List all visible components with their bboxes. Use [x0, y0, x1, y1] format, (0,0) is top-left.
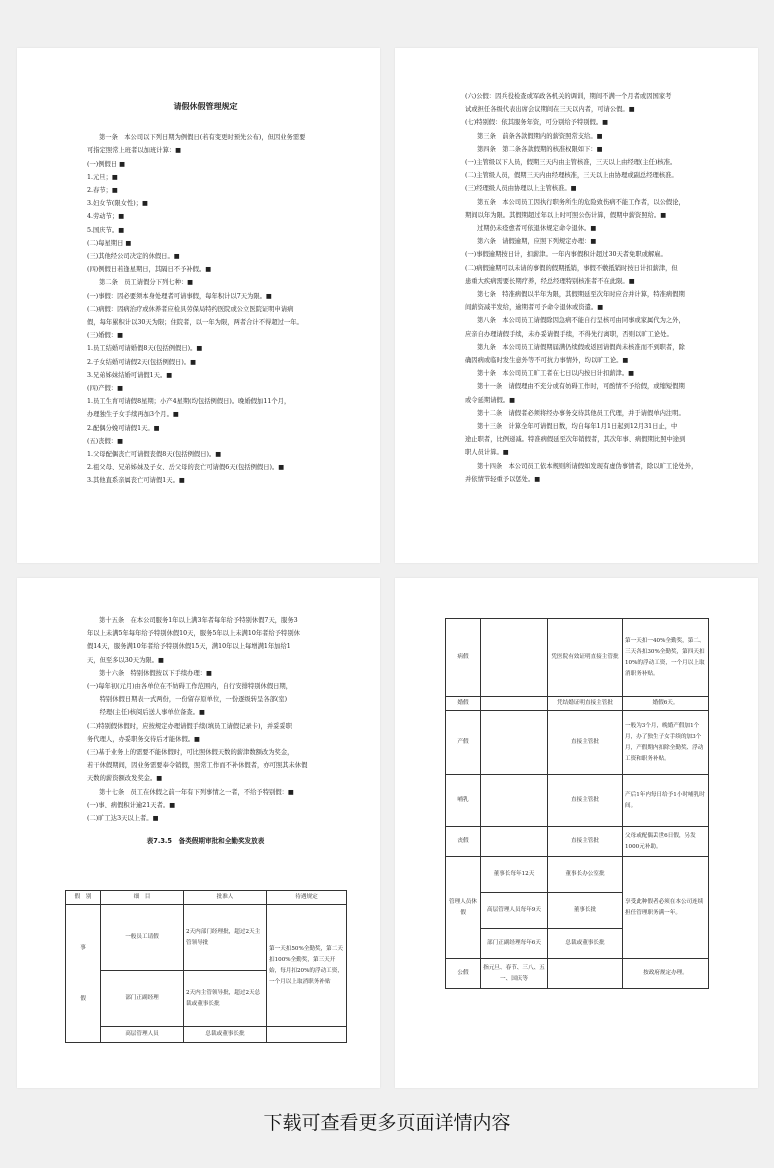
text-line: (七)特别假：依其服务年资，可分别给予特别假。■: [465, 119, 609, 127]
text-line: 1.元旦；■: [87, 173, 118, 181]
text-line: 年以上未满5年每年给予特别休假10天，服务5年以上未满10年者给予特别休: [87, 630, 300, 638]
text-line: (三)基于业务上的需要不能休假时，可比照休假天数的薪津数额改为奖金，: [87, 749, 294, 757]
text-line: 途止职者，比例递减。特准病假延至次年销假者，其次年事、病假期比照中途到: [465, 436, 686, 444]
text-line: 3.兄弟姊妹结婚可请假1天。■: [87, 371, 173, 379]
treatment-cell: 第一天扣50%全勤奖，第二天扣100%全勤奖，第三天开始，每月扣20%的浮动工资，一个月以上取消职务补贴: [267, 905, 347, 1027]
approver-cell: 直接主管批: [548, 827, 623, 857]
type-cell: [66, 905, 101, 1043]
text-line: (三)婚假：■: [87, 332, 124, 340]
table-row: [66, 905, 347, 971]
text-line: 第十六条 特别休假按以下手续办理：■: [99, 669, 212, 677]
text-line: 2.春节；■: [87, 187, 118, 195]
text-line: (一)每年初(元月)由各单位在不妨碍工作范围内，自行安排特别休假日期，: [87, 683, 293, 691]
header-detail: 细 目: [101, 891, 184, 905]
table-row: [446, 711, 709, 775]
text-line: 第十四条 本公司员工依本规则所请假如发现有虚伪事情者，除以旷工论处外，: [477, 462, 698, 470]
text-line: 患重大疾病需要长期疗养，经总经理特别核准者不在此限。■: [465, 277, 635, 285]
text-line: 第五条 本公司员工因执行职务所生的危险致伤病不能工作者，以公假论，: [477, 198, 685, 206]
approver-cell: [548, 959, 623, 989]
type-top: 事: [80, 944, 86, 951]
text-line: (六)公假：因兵役检查或军政各机关的调训，期间不满一个月者或因国家考: [465, 93, 672, 100]
detail-cell: [481, 775, 548, 827]
text-line: 1.父母配偶丧亡可请假丧假8天(包括例假日)。■: [87, 451, 222, 459]
detail-cell: [481, 827, 548, 857]
treatment-cell: 第一天扣一40%全勤奖，第二、三天各扣30%全勤奖，第四天扣10%的浮动工资，一个月以上取消职务补贴。: [623, 619, 709, 697]
text-line: 天数的薪资额改发奖金。■: [87, 775, 163, 783]
treatment-cell: 一般为3个月，晚婚产假加1个月，办了独生子女手续的加3个月，产假期内扣除全勤奖、浮动工资和职务补贴。: [623, 711, 709, 775]
text-line: (一)事假逾期按日计，扣薪津。一年内事假积计超过30天者免职或解雇。: [465, 251, 667, 259]
text-line: (一)事、病假积计逾21天者。■: [87, 801, 176, 809]
text-line: 3.妇女节(限女性)；■: [87, 200, 148, 208]
approver-cell: 直接主管批: [548, 775, 623, 827]
treatment-cell: 父母或配偶丢世6日假，另发1000元补助。: [623, 827, 709, 857]
text-line: 确因病或临时发生意外等不可抗力事情外，均以旷工论。■: [465, 357, 629, 365]
type-bottom: 假: [80, 995, 86, 1002]
detail-cell: 部门正副经理每年6天: [481, 929, 548, 959]
detail-cell: 高层管理人员: [101, 1027, 184, 1043]
text-line: 经理(主任)核阅后送人事单位备查。■: [87, 709, 205, 717]
header-approver: 批准人: [184, 891, 267, 905]
leave-approval-table-continued: [445, 618, 709, 989]
header-treatment: 待遇规定: [267, 891, 347, 905]
text-line: 天，但至多以30天为限。■: [87, 656, 164, 664]
text-line: (二)旷工达3天以上者。■: [87, 815, 159, 823]
approver-cell: 2天内主管领导批，超过2天总裁或董事长批: [184, 971, 267, 1027]
text-line: 职人员计算。■: [465, 449, 509, 457]
text-line: 第八条 本公司员工请假除因急病不能自行呈核可由同事或家属代为之外，: [477, 317, 685, 325]
detail-cell: 高层管理人员每年9天: [481, 893, 548, 929]
detail-cell: 指元旦、春节、三八、五一、国庆等: [481, 959, 548, 989]
type-cell: 哺乳: [446, 775, 481, 827]
text-line: 3.其他直系亲属丧亡可请假1天。■: [87, 477, 185, 485]
type-cell: 婚假: [446, 697, 481, 711]
table-row: [446, 827, 709, 857]
text-line: 第三条 前条各款假期内的薪资照常支给。■: [477, 132, 603, 140]
table-row: [66, 1027, 347, 1043]
approver-cell: 董事长批: [548, 893, 623, 929]
detail-cell: [481, 619, 548, 697]
text-line: 试或担任各级代表出席会议期间在三天以内者，可请公假。■: [465, 106, 635, 114]
download-prompt[interactable]: 下载可查看更多页面详情内容: [263, 1112, 511, 1134]
detail-cell: [481, 711, 548, 775]
text-line: 务代理人，办妥职务交待后才能休假。■: [87, 735, 200, 743]
page-2-lines: [465, 90, 702, 486]
text-line: 5.国庆节。■: [87, 226, 125, 234]
leave-approval-table: [65, 890, 347, 1043]
page-2-content: [465, 90, 702, 486]
treatment-cell: 产后1年内每日给予1小时哺乳时间。: [623, 775, 709, 827]
text-line: (三)其他经公司决定的休假日。■: [87, 253, 180, 261]
text-line: 并依情节轻重予以惩处。■: [465, 475, 541, 483]
type-cell: 病假: [446, 619, 481, 697]
type-cell: 丧假: [446, 827, 481, 857]
text-line: 办理独生子女手续再加3个月。■: [87, 411, 179, 419]
document-page-2: [395, 48, 758, 563]
text-line: 2.子女结婚可请假2天(包括例假日)。■: [87, 358, 197, 366]
text-line: 第四条 第二条各款假期的核准权限如下：■: [477, 145, 603, 153]
page-1-lines: [87, 131, 324, 487]
page-3-lines: [87, 614, 324, 825]
detail-cell: [481, 697, 548, 711]
text-line: 1.员工结婚可请婚假8天(包括例假日)。■: [87, 345, 203, 353]
text-line: 第一条 本公司以下列日期为例假日(若有变更时预先公布)，但因业务需要: [99, 134, 306, 142]
approver-cell: 凭结婚证明直接主管批: [548, 697, 623, 711]
text-line: 应亲自办理请假手续，未办妥请假手续，不得先行离职，否则以旷工论处。: [465, 330, 673, 338]
text-line: (二)特别假休假时，应按规定办理请假手续(填员工请假记录卡)，并妥妥职: [87, 722, 293, 730]
table-header-row: [66, 891, 347, 905]
table-row: [446, 697, 709, 711]
text-line: 第十五条 在本公司服务1年以上满3年者每年给予特别休假7天，服务3: [99, 617, 298, 624]
header-type: 假 别: [66, 891, 101, 905]
type-cell: 公假: [446, 959, 481, 989]
treatment-cell: 婚假6天。: [623, 697, 709, 711]
text-line: 可指定照常上班者以加班计算：■: [87, 147, 182, 155]
table-caption: 表7.3.5 备类假期审批和全勤奖发放表: [146, 837, 265, 846]
page-1-content: [87, 100, 324, 488]
text-line: 第七条 特准病假以半年为限，其假期延至次年时应合并计算，特准病假期: [477, 291, 685, 299]
text-line: (二)病假逾期可以未请的事假的假期抵销，事假不敷抵销时按日计扣薪津，但: [465, 264, 678, 272]
text-line: 假14天，服务满10年者给予特别休假15天，满10年以上每增满1年加给1: [87, 643, 291, 651]
text-line: (四)例假日若逢星期日，其隔日不予补假。■: [87, 266, 212, 274]
approver-cell: 直接主管批: [548, 711, 623, 775]
text-line: 1.员工生育可请假8星期；小产4星期(均包括例假日)。晚婚假加11个月，: [87, 398, 291, 406]
table-row: [446, 857, 709, 893]
approver-cell: 总裁或董事长批: [184, 1027, 267, 1043]
text-line: 若干休假期间，因业务需要奉令销假，照常工作而不补休假者，亦可照其未休假: [87, 762, 308, 770]
text-line: (二)病假：因病治疗或休养者应检具劳保局特约医院或公立医院证明申请病: [87, 305, 294, 313]
table-row: [446, 775, 709, 827]
text-line: 第十七条 员工在休假之前一年有下列事情之一者，不给予特别假：■: [99, 788, 294, 796]
text-line: 2.祖父母、兄弟姊妹及子女、岳父母的丧亡可请假6天(包括例假日)。■: [87, 464, 285, 472]
approver-cell: 董事长办公室批: [548, 857, 623, 893]
detail-cell: 董事长每年12天: [481, 857, 548, 893]
table-row: [446, 619, 709, 697]
approver-cell: 2天内部门经理批，超过2天主管领导批: [184, 905, 267, 971]
type-cell: 产假: [446, 711, 481, 775]
text-line: 2.配偶分娩可请假1天。■: [87, 424, 160, 432]
text-line: (一)例假日 ■: [87, 160, 126, 168]
treatment-cell: 按政府规定办理。: [623, 959, 709, 989]
text-line: 期间以年为限。其假期超过年以上时可照公伤计算，假期中薪资照给。■: [465, 211, 667, 219]
text-line: 4.劳动节；■: [87, 213, 125, 221]
text-line: 或令延期请假。■: [465, 396, 516, 404]
document-page-1: [17, 48, 380, 563]
text-line: 假，每年累积计以30天为限；住院者，以一年为限，两者合计不得超过一年。: [87, 319, 303, 327]
type-cell: 管理人员休假: [446, 857, 481, 959]
document-page-4: [395, 578, 758, 1088]
text-line: 第二条 员工请假分下列七种：■: [99, 279, 194, 287]
table-row: [446, 959, 709, 989]
text-line: 第十二条 请假者必须将经办事务交待其他员工代理，并于请假单内注明。: [477, 409, 685, 417]
document-title: 请假休假管理规定: [173, 102, 238, 111]
approver-cell: 凭医院有效证明直接主管批: [548, 619, 623, 697]
text-line: 第十三条 计算全年可请假日数，均自每年1月1日起到12月31日止，中: [477, 423, 678, 431]
text-line: (四)产假：■: [87, 385, 124, 393]
detail-cell: 一般员工请假: [101, 905, 184, 971]
text-line: (二)主管级人员，假期三天内由经理核准，三天以上由协理或副总经理核准。: [465, 172, 678, 180]
text-line: (一)事假：因必要须本身处理者可请事假，每年积计以7天为限。■: [87, 292, 272, 300]
text-line: 第六条 请假逾期，应照下列规定办理：■: [477, 238, 597, 246]
text-line: 第十一条 请假理由不充分或有妨碍工作时，可酌情不予给假，或缩短假期: [477, 383, 685, 391]
text-line: (一)主管级以下人员，假期三天内由主管核准，三天以上由经理(主任)核准。: [465, 159, 677, 167]
text-line: (二)每星期日 ■: [87, 239, 132, 247]
text-line: 特别休假日期表一式两份，一份留存原单位，一份逐级转呈各部(室): [87, 696, 288, 704]
detail-cell: 部门正副经理: [101, 971, 184, 1027]
page-3-content: [87, 614, 324, 864]
treatment-cell: 享受此种假者必须在本公司连续担任管理职务满一年。: [623, 857, 709, 959]
text-line: 第九条 本公司员工请假期届满仍续假或返回请假尚未核准而不到职者，除: [477, 343, 685, 351]
text-line: 第十条 本公司员工旷工者在七日以内按日计扣薪津。■: [477, 370, 635, 378]
text-line: 间薪资减半发给，逾期者可予命令退休或资遣。■: [465, 304, 604, 312]
approver-cell: 总裁或董事长批: [548, 929, 623, 959]
empty-cell: [267, 1027, 347, 1043]
text-line: 过期仍未痊愈者可依退休规定命令退休。■: [477, 225, 597, 233]
text-line: (三)经理级人员由协理以上主管核准。■: [465, 185, 577, 193]
text-line: (五)丧假：■: [87, 437, 124, 445]
document-page-3: [17, 578, 380, 1088]
